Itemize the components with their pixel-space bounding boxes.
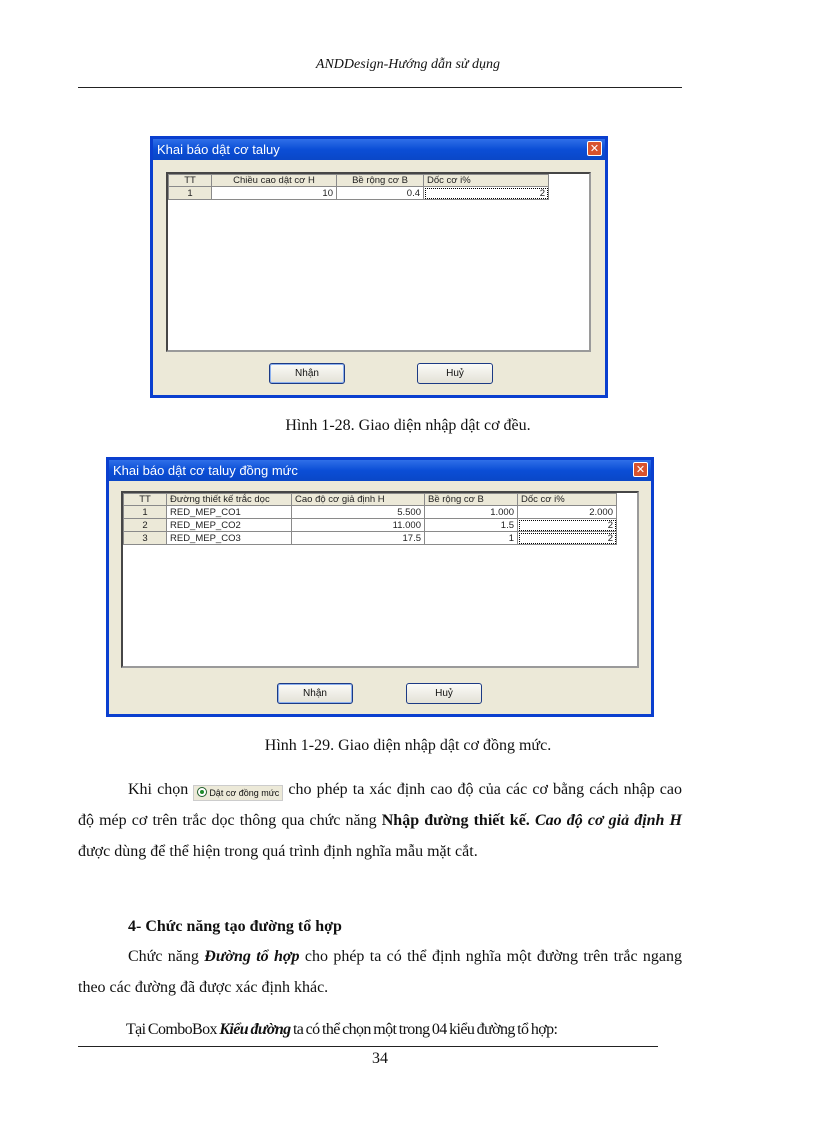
cell-tt: 3	[124, 532, 167, 545]
cell-height[interactable]: 10	[212, 187, 337, 200]
table-row[interactable]	[169, 187, 549, 200]
bold-italic-term: Đường tổ hợp	[204, 948, 300, 965]
text: Chức năng	[128, 948, 199, 965]
bold-italic-term: Kiểu đường	[219, 1021, 291, 1038]
cell-elevation[interactable]: 11.000	[292, 519, 425, 532]
text: Tại ComboBox	[126, 1021, 217, 1038]
cell-design-line[interactable]: RED_MEP_CO1	[167, 506, 292, 519]
text: Khi chọn	[128, 781, 189, 798]
data-grid[interactable]	[121, 491, 639, 668]
text: được dùng để thể hiện trong quá trình định nghĩa mẫu mặt cắt.	[78, 843, 478, 860]
cell-tt: 1	[124, 506, 167, 519]
cell-tt: 1	[169, 187, 212, 200]
dialog-dat-co-taluy	[150, 136, 608, 398]
ok-button[interactable]: Nhận	[277, 683, 353, 704]
cell-elevation[interactable]: 17.5	[292, 532, 425, 545]
figure-caption-1: Hình 1-28. Giao diện nhập dật cơ đều.	[285, 417, 531, 434]
column-header-width[interactable]: Bề rộng cơ B	[425, 494, 518, 506]
column-header-tt[interactable]: TT	[124, 494, 167, 506]
paragraph-kieu-duong	[78, 1014, 682, 1045]
column-header-width[interactable]: Bề rộng cơ B	[337, 175, 424, 187]
column-header-height[interactable]: Chiều cao dật cơ H	[212, 175, 337, 187]
column-header-tt[interactable]: TT	[169, 175, 212, 187]
cancel-button[interactable]: Huỷ	[406, 683, 482, 704]
dialog-title-bar[interactable]	[153, 139, 605, 160]
header-rule	[78, 87, 682, 88]
cell-slope[interactable]: 2	[424, 187, 549, 200]
column-header-slope[interactable]: Dốc cơ i%	[424, 175, 549, 187]
table-row[interactable]	[124, 506, 617, 519]
cell-design-line[interactable]: RED_MEP_CO2	[167, 519, 292, 532]
figure-caption-2: Hình 1-29. Giao diện nhập dật cơ đồng mức.	[264, 737, 552, 754]
bold-italic-term: Cao độ cơ giả định H	[534, 812, 683, 829]
page-number: 34	[372, 1050, 388, 1067]
text: ta có thể chọn một trong 04 kiểu đường tổ hợp:	[292, 1021, 558, 1038]
column-header-design-line[interactable]: Đường thiết kế trắc dọc	[167, 494, 292, 506]
radio-label: Dật cơ đồng mức	[209, 788, 280, 798]
cell-width[interactable]: 1	[425, 532, 518, 545]
table-row[interactable]	[124, 532, 617, 545]
cell-design-line[interactable]: RED_MEP_CO3	[167, 532, 292, 545]
data-table	[168, 174, 549, 200]
section-heading: 4- Chức năng tạo đường tổ hợp	[128, 918, 342, 935]
cell-elevation[interactable]: 5.500	[292, 506, 425, 519]
page-header-title: ANDDesign-Hướng dẫn sử dụng	[315, 57, 501, 72]
text: cho phép ta xác định cao độ của các cơ bằng cách nhập cao độ mép cơ trên trắc dọc thông qua chức năng	[78, 781, 683, 829]
paragraph-dat-co-dong-muc	[78, 774, 682, 867]
cell-tt: 2	[124, 519, 167, 532]
text: cho phép ta có thể định nghĩa một đường trên trắc ngang theo các đường đã được xác định khác.	[78, 948, 683, 996]
column-header-slope[interactable]: Dốc cơ i%	[518, 494, 617, 506]
dialog-title: Khai báo dật cơ taluy đồng mức	[113, 463, 298, 478]
bold-term: Nhập đường thiết kế.	[381, 812, 530, 829]
cell-width[interactable]: 1.000	[425, 506, 518, 519]
dialog-title: Khai báo dật cơ taluy	[157, 142, 280, 157]
radio-selected-icon	[197, 787, 207, 797]
cell-slope[interactable]: 2	[518, 532, 617, 545]
close-icon[interactable]: ✕	[633, 462, 648, 477]
cancel-button[interactable]: Huỷ	[417, 363, 493, 384]
dialog-dat-co-taluy-dong-muc	[106, 457, 654, 717]
cell-width[interactable]: 0.4	[337, 187, 424, 200]
cell-width[interactable]: 1.5	[425, 519, 518, 532]
table-row[interactable]	[124, 519, 617, 532]
paragraph-duong-to-hop	[78, 941, 682, 1003]
radio-dat-co-dong-muc[interactable]	[193, 785, 283, 801]
cell-slope[interactable]: 2	[518, 519, 617, 532]
close-icon[interactable]: ✕	[587, 141, 602, 156]
column-header-elevation[interactable]: Cao độ cơ giả định H	[292, 494, 425, 506]
ok-button[interactable]: Nhận	[269, 363, 345, 384]
data-grid[interactable]	[166, 172, 591, 352]
dialog-title-bar[interactable]	[109, 460, 651, 481]
cell-slope[interactable]: 2.000	[518, 506, 617, 519]
data-table	[123, 493, 617, 545]
footer-rule	[78, 1046, 658, 1047]
